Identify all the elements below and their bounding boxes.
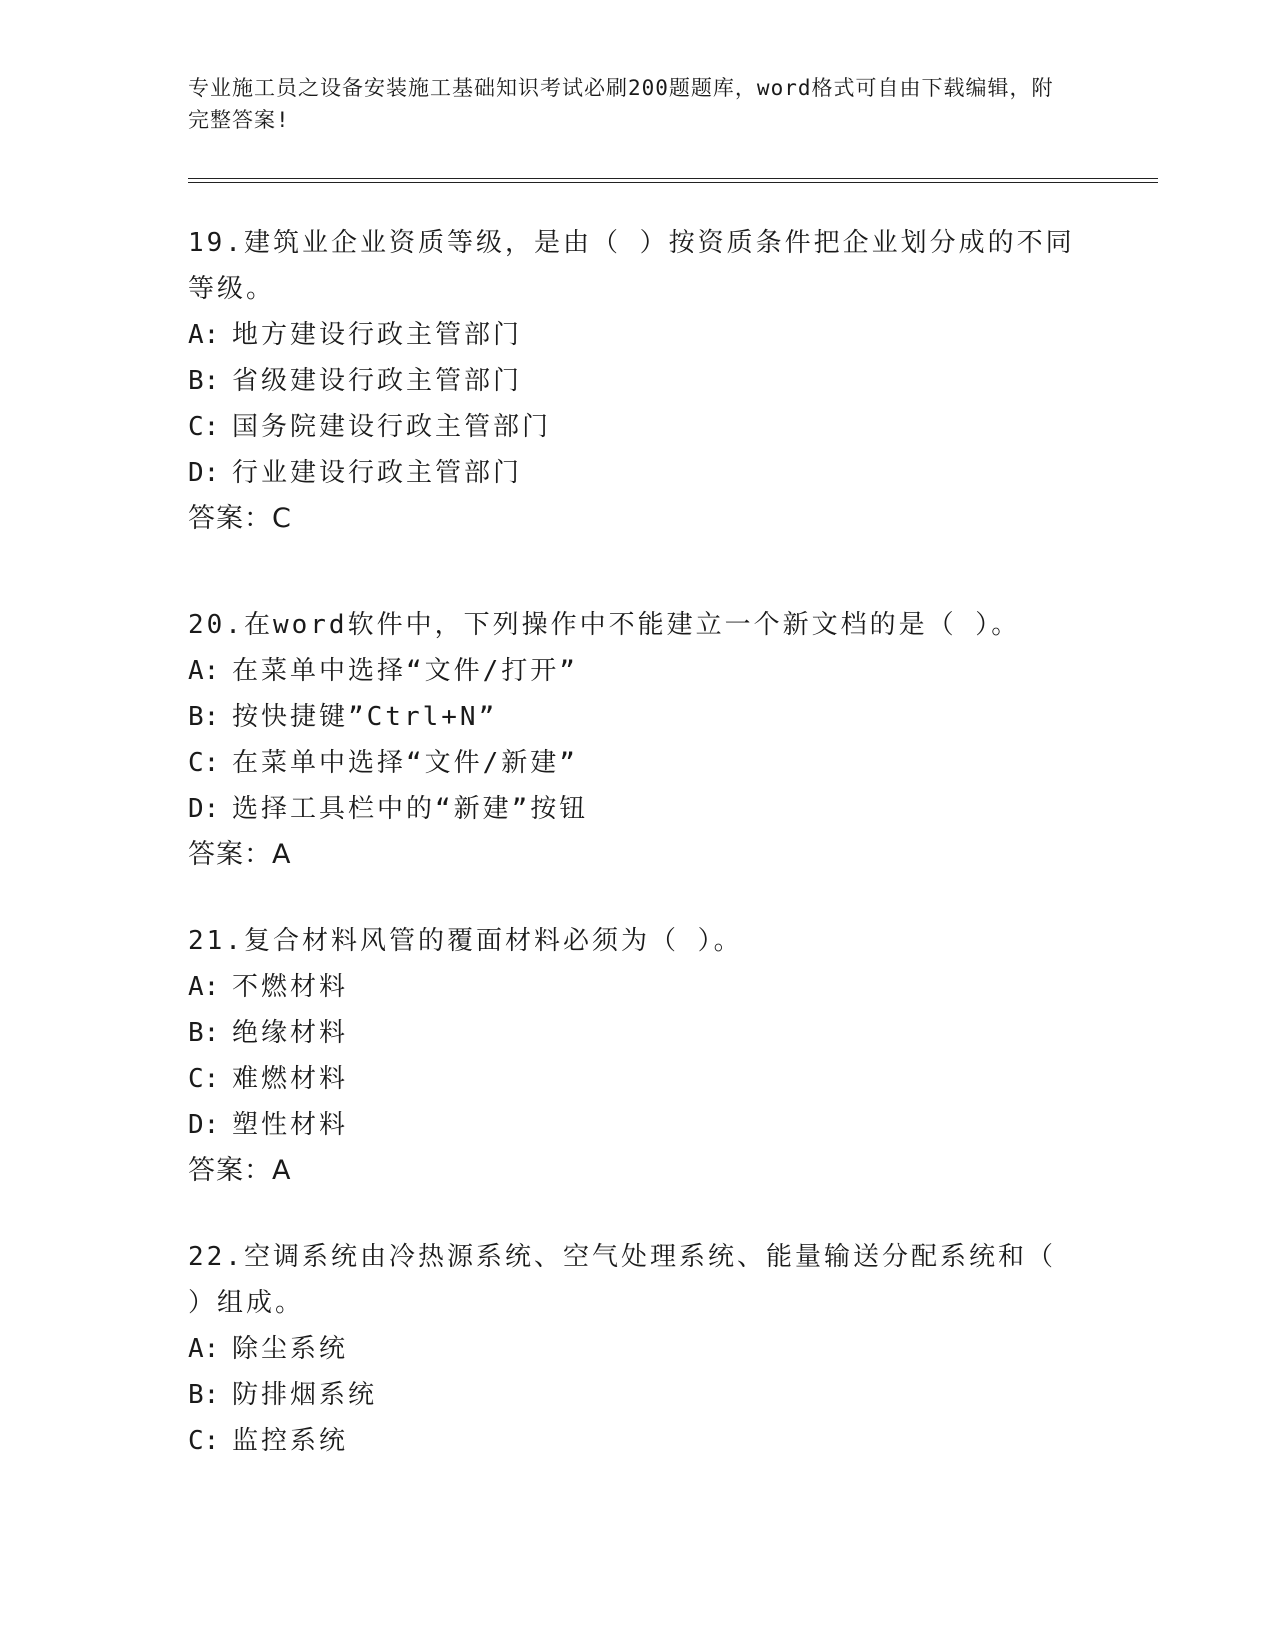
option-key: D: [188, 458, 220, 488]
option-c [188, 1418, 1088, 1464]
option-key: A: [188, 1334, 220, 1364]
option-c [188, 404, 1088, 450]
option-a [188, 648, 1088, 694]
option-b [188, 694, 1088, 740]
option-text: 监控系统 [232, 1426, 349, 1456]
document-header: 专业施工员之设备安装施工基础知识考试必刷200题题库，word格式可自由下载编辑，附完整答案! [188, 76, 1054, 132]
option-key: D: [188, 794, 220, 824]
question-21 [188, 918, 1088, 1194]
option-key: A: [188, 972, 220, 1002]
option-text: 除尘系统 [232, 1334, 349, 1364]
option-text: 在菜单中选择“文件/打开” [232, 656, 578, 686]
option-key: C: [188, 412, 220, 442]
option-d [188, 450, 1088, 496]
answer-line: 答案：A [188, 839, 292, 870]
option-text: 地方建设行政主管部门 [232, 320, 523, 350]
option-b [188, 1010, 1088, 1056]
option-text: 不燃材料 [232, 972, 349, 1002]
option-key: B: [188, 366, 220, 396]
option-b [188, 1372, 1088, 1418]
question-20 [188, 602, 1088, 878]
option-key: A: [188, 320, 220, 350]
answer-line: 答案：C [188, 503, 292, 534]
option-text: 省级建设行政主管部门 [232, 366, 523, 396]
question-22 [188, 1234, 1088, 1464]
option-key: C: [188, 1426, 220, 1456]
question-stem: 20.在word软件中，下列操作中不能建立一个新文档的是（ ）。 [188, 610, 1021, 640]
option-key: C: [188, 748, 220, 778]
option-key: B: [188, 1018, 220, 1048]
option-key: C: [188, 1064, 220, 1094]
answer-line: 答案：A [188, 1155, 292, 1186]
question-19 [188, 220, 1088, 542]
option-text: 难燃材料 [232, 1064, 349, 1094]
option-text: 塑性材料 [232, 1110, 349, 1140]
question-stem: 22.空调系统由冷热源系统、空气处理系统、能量输送分配系统和（ ）组成。 [188, 1242, 1056, 1318]
option-text: 绝缘材料 [232, 1018, 349, 1048]
option-c [188, 1056, 1088, 1102]
option-key: B: [188, 702, 220, 732]
option-key: B: [188, 1380, 220, 1410]
option-text: 国务院建设行政主管部门 [232, 412, 552, 442]
option-text: 行业建设行政主管部门 [232, 458, 523, 488]
option-d [188, 786, 1088, 832]
question-stem: 21.复合材料风管的覆面材料必须为（ ）。 [188, 926, 743, 956]
header-double-rule [188, 178, 1158, 183]
option-a [188, 312, 1088, 358]
option-text: 在菜单中选择“文件/新建” [232, 748, 578, 778]
option-b [188, 358, 1088, 404]
option-key: D: [188, 1110, 220, 1140]
option-a [188, 1326, 1088, 1372]
option-a [188, 964, 1088, 1010]
option-c [188, 740, 1088, 786]
option-text: 按快捷键”Ctrl+N” [232, 702, 498, 732]
option-text: 选择工具栏中的“新建”按钮 [232, 794, 589, 824]
option-text: 防排烟系统 [232, 1380, 378, 1410]
option-d [188, 1102, 1088, 1148]
option-key: A: [188, 656, 220, 686]
question-stem: 19.建筑业企业资质等级，是由（ ）按资质条件把企业划分成的不同等级。 [188, 228, 1075, 304]
